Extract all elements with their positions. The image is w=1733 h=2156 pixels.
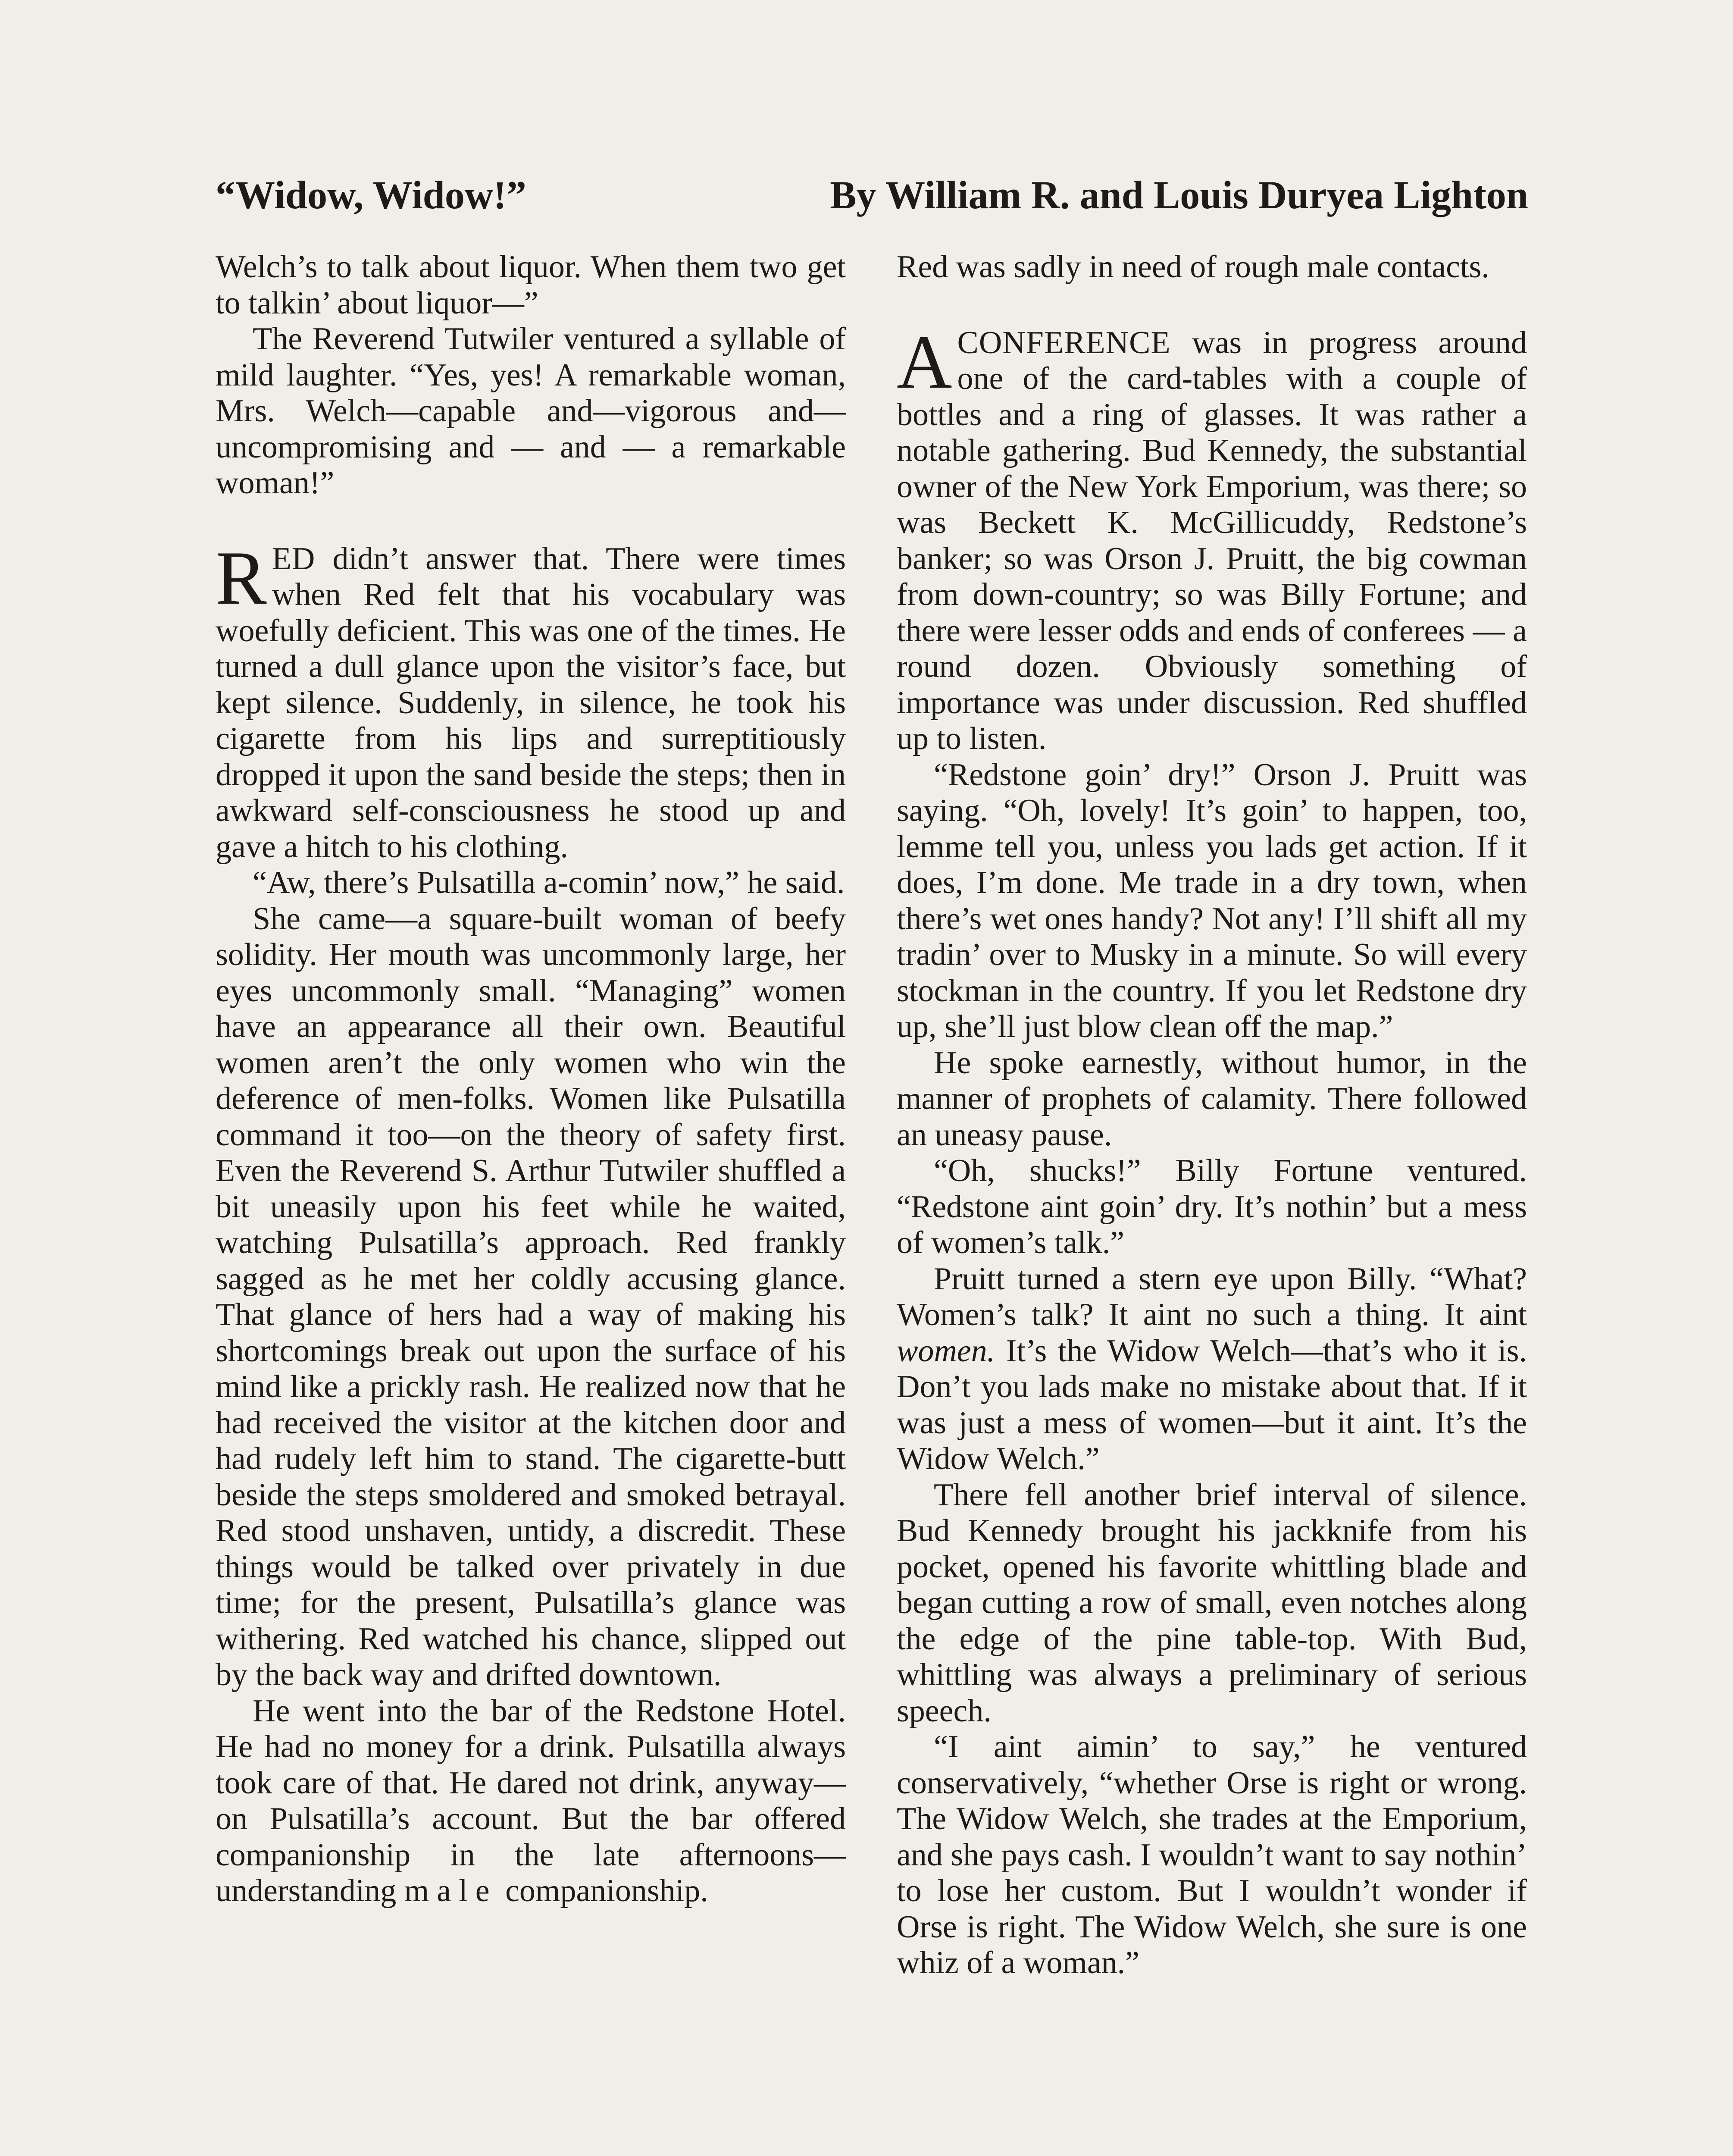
section-paragraph: [216, 535, 846, 865]
letterspaced-word: male: [404, 1873, 497, 1908]
paragraph: “Aw, there’s Pulsatilla a-comin’ now,” he said.: [253, 865, 845, 900]
paragraph: Red was sadly in need of rough male contacts.: [897, 249, 1489, 285]
paragraph-text: was in progress around one of the card-tables with a couple of bottles and a ring of glasses. It was rather a notable gathering. Bud Kennedy, the substantial owner of the New York Emporium, was there; so was Beckett K. McGillicuddy, Redstone’s banker; so was Orson J. Pruitt, the big cowman from down-country; so was Billy Fortune; and there were lesser odds and ends of conferees — a round dozen. Obviously something of importance was under discussion. Red shuffled up to listen.: [897, 325, 1527, 756]
drop-cap: R: [216, 535, 267, 620]
paragraph-text: companionship.: [497, 1873, 708, 1908]
paragraph: The Reverend Tutwiler ventured a syllable of mild laughter. “Yes, yes! A remarkable woman, Mrs. Welch—capable and—vigorous and—uncompromising and — and — a remarkable woman!”: [216, 321, 846, 501]
paragraph: He spoke earnestly, without humor, in the manner of prophets of calamity. There followed an uneasy pause.: [897, 1045, 1527, 1153]
story-title: “Widow, Widow!”: [216, 173, 526, 217]
right-column: [897, 249, 1527, 1981]
paragraph: Welch’s to talk about liquor. When them two get to talkin’ about liquor—”: [216, 249, 846, 321]
small-caps-lead: CONFERENCE: [957, 325, 1171, 360]
paragraph-text: He went into the bar of the Redstone Hotel. He had no money for a drink. Pulsatilla always took care of that. He dared not drink, anyway—on Pulsatilla’s account. But the bar offered companionship in the late afternoons—understanding: [216, 1693, 846, 1908]
paragraph-text: didn’t answer that. There were times when Red felt that his vocabulary was woefully deficient. This was one of the times. He turned a dull glance upon the visitor’s face, but kept silence. Suddenly, in silence, he took his cigarette from his lips and surreptitiously dropped it upon the sand beside the steps; then in awkward self-consciousness he stood up and gave a hitch to his clothing.: [216, 541, 846, 865]
paragraph: [897, 1261, 1527, 1477]
paragraph: She came—a square-built woman of beefy solidity. Her mouth was uncommonly large, her eyes uncommonly small. “Managing” women have an appearance all their own. Beautiful women aren’t the only women who win the deference of men-folks. Women like Pulsatilla command it too—on the theory of safety first. Even the Reverend S. Arthur Tutwiler shuffled a bit uneasily upon his feet while he waited, watching Pulsatilla’s approach. Red frankly sagged as he met her coldly accusing glance. That glance of hers had a way of making his shortcomings break out upon the surface of his mind like a prickly rash. He realized now that he had received the visitor at the kitchen door and had rudely left him to stand. The cigarette-butt beside the steps smoldered and smoked betrayal. Red stood unshaven, untidy, a discredit. These things would be talked over privately in due time; for the present, Pulsatilla’s glance was withering. Red watched his chance, slipped out by the back way and drifted downtown.: [216, 901, 846, 1692]
drop-cap: A: [897, 319, 952, 404]
story-byline: By William R. and Louis Duryea Lighton: [830, 173, 1528, 217]
section-paragraph: [897, 319, 1527, 757]
page-header: [216, 169, 1528, 225]
italic-word: women.: [897, 1333, 995, 1369]
paragraph: There fell another brief interval of silence. Bud Kennedy brought his jackknife from his pocket, opened his favorite whittling blade and began cutting a row of small, even notches along the edge of the pine table-top. With Bud, whittling was always a preliminary of serious speech.: [897, 1477, 1527, 1729]
small-caps-lead: ED: [272, 541, 316, 577]
paragraph: [216, 1693, 846, 1909]
paragraph: “I aint aimin’ to say,” he ventured conservatively, “whether Orse is right or wrong. The Widow Welch, she trades at the Emporium, and she pays cash. I wouldn’t want to say nothin’ to lose her custom. But I wouldn’t wonder if Orse is right. The Widow Welch, she sure is one whiz of a woman.”: [897, 1729, 1527, 1981]
paragraph: “Redstone goin’ dry!” Orson J. Pruitt was saying. “Oh, lovely! It’s goin’ to happen, too, lemme tell you, unless you lads get action. If it does, I’m done. Me trade in a dry town, when there’s wet ones handy? Not any! I’ll shift all my tradin’ over to Musky in a minute. So will every stockman in the country. If you let Redstone dry up, she’ll just blow clean off the map.”: [897, 757, 1527, 1044]
left-column: [216, 249, 846, 1909]
paragraph: “Oh, shucks!” Billy Fortune ventured. “Redstone aint goin’ dry. It’s nothin’ but a mess of women’s talk.”: [897, 1153, 1527, 1260]
paragraph-text: It’s the Widow Welch—that’s who it is. Don’t you lads make no mistake about that. If it was just a mess of women—but it aint. It’s the Widow Welch.”: [897, 1333, 1527, 1476]
paragraph-text: Pruitt turned a stern eye upon Billy. “What? Women’s talk? It aint no such a thing. It aint: [897, 1261, 1527, 1332]
